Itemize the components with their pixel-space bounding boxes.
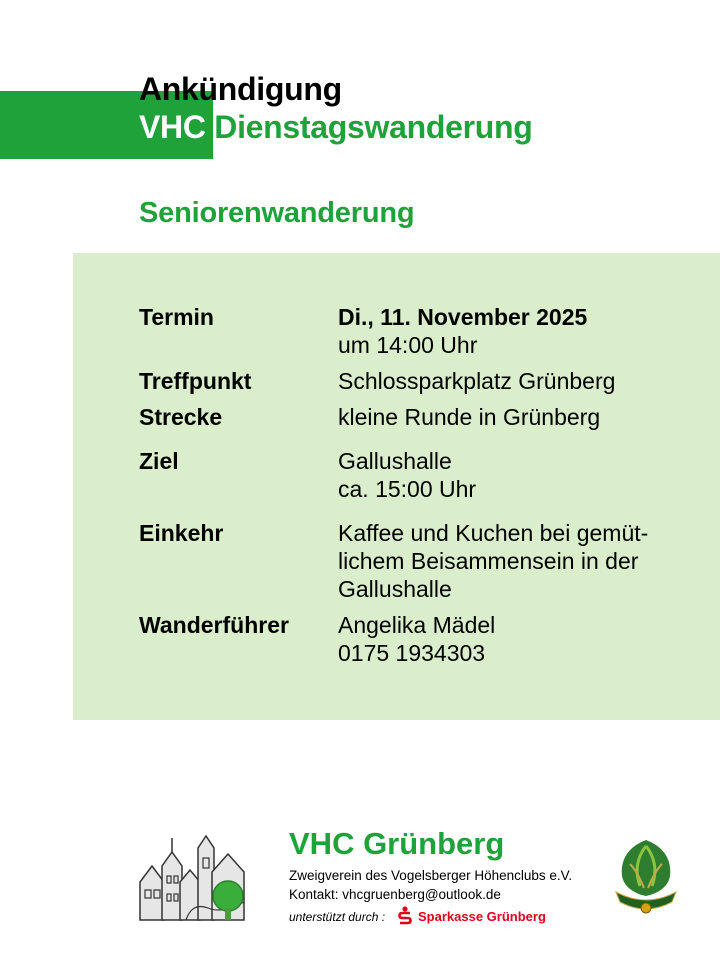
einkehr-label: Einkehr xyxy=(139,520,224,546)
ziel-value xyxy=(338,447,698,503)
einkehr-line-1: Kaffee und Kuchen bei gemüt- xyxy=(338,520,649,546)
town-skyline-tree-icon xyxy=(136,832,254,924)
club-subtitle: Zweigverein des Vogelsberger Höhenclubs e.V. xyxy=(289,868,573,883)
vhc-oak-leaf-emblem-icon xyxy=(610,836,682,922)
treffpunkt-label: Treffpunkt xyxy=(139,368,252,394)
wanderfuehrer-label: Wanderführer xyxy=(139,612,289,638)
ziel-place: Gallushalle xyxy=(338,448,452,474)
supported-by-label: unterstützt durch : xyxy=(289,910,386,924)
strecke-label: Strecke xyxy=(139,404,223,430)
einkehr-line-2: lichem Beisammensein in der xyxy=(338,548,639,574)
wanderfuehrer-value xyxy=(338,611,698,667)
sponsor-name: Sparkasse Grünberg xyxy=(418,908,546,924)
strecke-value: kleine Runde in Grünberg xyxy=(338,404,601,430)
page-subtitle: Seniorenwanderung xyxy=(139,197,415,229)
sponsor-logo xyxy=(398,906,546,926)
termin-date: Di., 11. November 2025 xyxy=(338,304,588,330)
termin-time: um 14:00 Uhr xyxy=(338,332,478,358)
event-series-heading xyxy=(139,109,532,146)
wanderfuehrer-phone: 0175 1934303 xyxy=(338,640,486,666)
event-series-label: Dienstagswanderung xyxy=(214,109,533,145)
einkehr-value xyxy=(338,519,698,603)
wanderfuehrer-name: Angelika Mädel xyxy=(338,612,496,638)
ziel-time: ca. 15:00 Uhr xyxy=(338,476,477,502)
club-name: VHC Grünberg xyxy=(289,826,505,861)
contact-line: Kontakt: vhcgruenberg@outlook.de xyxy=(289,887,501,902)
termin-value xyxy=(338,303,698,359)
vhc-label: VHC xyxy=(139,109,206,145)
ziel-label: Ziel xyxy=(139,448,179,474)
announcement-heading: Ankündigung xyxy=(139,71,342,107)
einkehr-line-3: Gallushalle xyxy=(338,576,452,602)
sparkasse-s-icon xyxy=(398,906,412,926)
termin-label: Termin xyxy=(139,304,214,330)
treffpunkt-value: Schlossparkplatz Grünberg xyxy=(338,368,616,394)
